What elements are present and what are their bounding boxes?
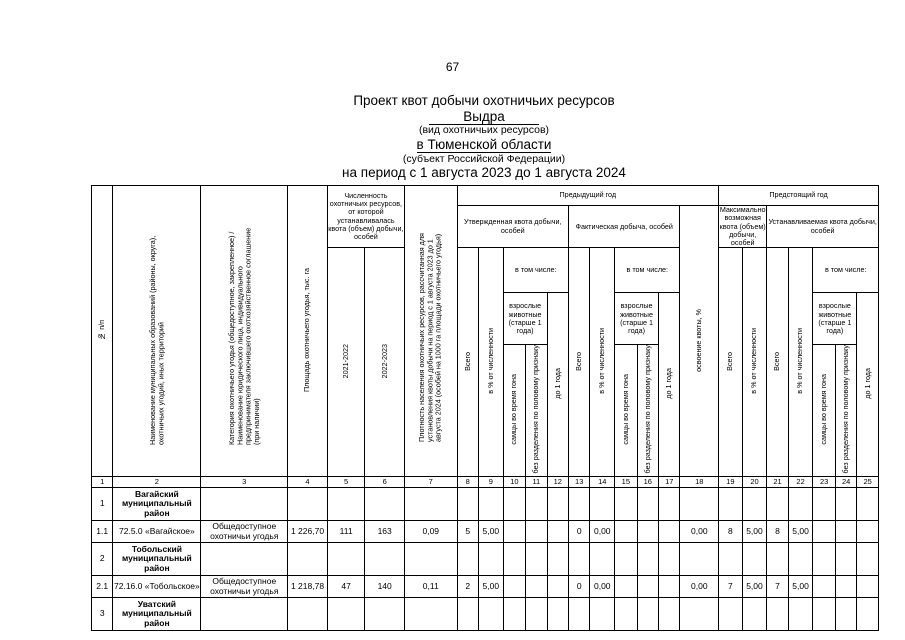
approved-adults-header: взрослые животные (старше 1 года): [503, 293, 547, 345]
max-pct-header: в % от численности: [742, 248, 767, 477]
set-under1-header: до 1 года: [857, 293, 879, 477]
table-row: 1 Вагайский муниципальный район: [92, 488, 879, 521]
table-row: 3 Уватский муниципальный район: [92, 598, 879, 631]
col-num-header: № п/п: [92, 186, 113, 477]
usage-header: освоение квоты, %: [680, 206, 719, 477]
table-row: 1.1 72.5.0 «Вагайское» Общедоступное охотничьи угодья 1 226,70 111 163 0,09 5 5,00 0 0,00 0,00 8 5,00 8 5,00: [92, 521, 879, 543]
actual-under1-header: до 1 года: [659, 293, 680, 477]
period-line: на период с 1 августа 2023 до 1 августа 2024: [342, 165, 626, 180]
approved-males-header: самцы во время гона: [503, 345, 526, 477]
approved-quota-header: Утвержденная квота добычи, особей: [457, 206, 568, 248]
approved-total-header: Всего: [457, 248, 478, 477]
document-title: Проект квот добычи охотничьих ресурсов: [353, 93, 615, 108]
actual-total-header: Всего: [569, 248, 590, 477]
actual-pct-header: в % от численности: [590, 248, 615, 477]
prev-year-header: Предыдущий год: [457, 186, 719, 206]
table-row: 2 Тобольский муниципальный район: [92, 543, 879, 576]
actual-males-header: самцы во время гона: [615, 345, 638, 477]
actual-nosex-header: без разделения по половому признаку: [637, 345, 658, 477]
col-density-header: Плотность населения охотничьих ресурсов, рассчитанная для установления квоты добычи на период с 1 августа 2023 до 1 августа 2024 (особей на 1000 га площади охотничьего угодья): [405, 186, 458, 477]
set-nosex-header: без разделения по половому признаку: [835, 345, 856, 477]
set-adults-header: взрослые животные (старше 1 года): [813, 293, 857, 345]
region-name: в Тюменской области: [416, 137, 552, 152]
region-line: [0, 137, 905, 152]
col-category-header: Категория охотничьего угодья (общедоступное, закрепленное) / Наименование юридического лица, индивидуального предпринимателя заключившего охотхозяйственное соглашение (при наличии): [201, 186, 288, 477]
column-number-row: 1 2 3 4 5 6 7 8 9 10 11 12 13 14 15 16 17 18 19 20 21 22 23 24 25: [92, 477, 879, 488]
approved-under1-header: до 1 года: [547, 293, 568, 477]
next-year-header: Предстоящий год: [719, 186, 879, 206]
species-name: Выдра: [429, 109, 539, 125]
set-males-header: самцы во время гона: [813, 345, 836, 477]
pop-2022-header: 2022-2023: [365, 248, 405, 477]
max-total-header: Всего: [719, 248, 743, 477]
approved-incl-header: в том числе:: [503, 248, 568, 293]
species-line: [0, 109, 905, 124]
page-number: 67: [445, 60, 460, 74]
col-area-header: Площадь охотничьего угодья, тыс. га: [288, 186, 328, 477]
set-quota-header: Устанавливаемая квота добычи, особей: [767, 206, 879, 248]
set-incl-header: в том числе:: [813, 248, 879, 293]
set-pct-header: в % от численности: [788, 248, 813, 477]
col-population-header: Численность охотничьих ресурсов, от которой устанавливалась квота (объем) добычи, особей: [327, 186, 404, 248]
actual-adults-header: взрослые животные (старше 1 года): [615, 293, 659, 345]
actual-harvest-header: Фактическая добыча, особей: [569, 206, 680, 248]
set-total-header: Всего: [767, 248, 788, 477]
species-caption: (вид охотничьих ресурсов): [418, 124, 550, 136]
approved-pct-header: в % от численности: [478, 248, 503, 477]
actual-incl-header: в том числе:: [615, 248, 680, 293]
table-row: 2.1 72.16.0 «Тобольское» Общедоступное охотничьи угодья 1 218,78 47 140 0,11 2 5,00 0 0,00 0,00 7 5,00 7 5,00: [92, 576, 879, 598]
approved-nosex-header: без разделения по половому признаку: [526, 345, 547, 477]
pop-2021-header: 2021-2022: [327, 248, 365, 477]
region-caption: (субъект Российской Федерации): [402, 153, 566, 165]
col-name-header: Наименование муниципальных образований (районы, округа), охотничьих угодий, иных территорий: [113, 186, 201, 477]
max-quota-header: Максимально возможная квота (объем) добычи, особей: [719, 205, 766, 248]
quota-table: [91, 185, 879, 631]
